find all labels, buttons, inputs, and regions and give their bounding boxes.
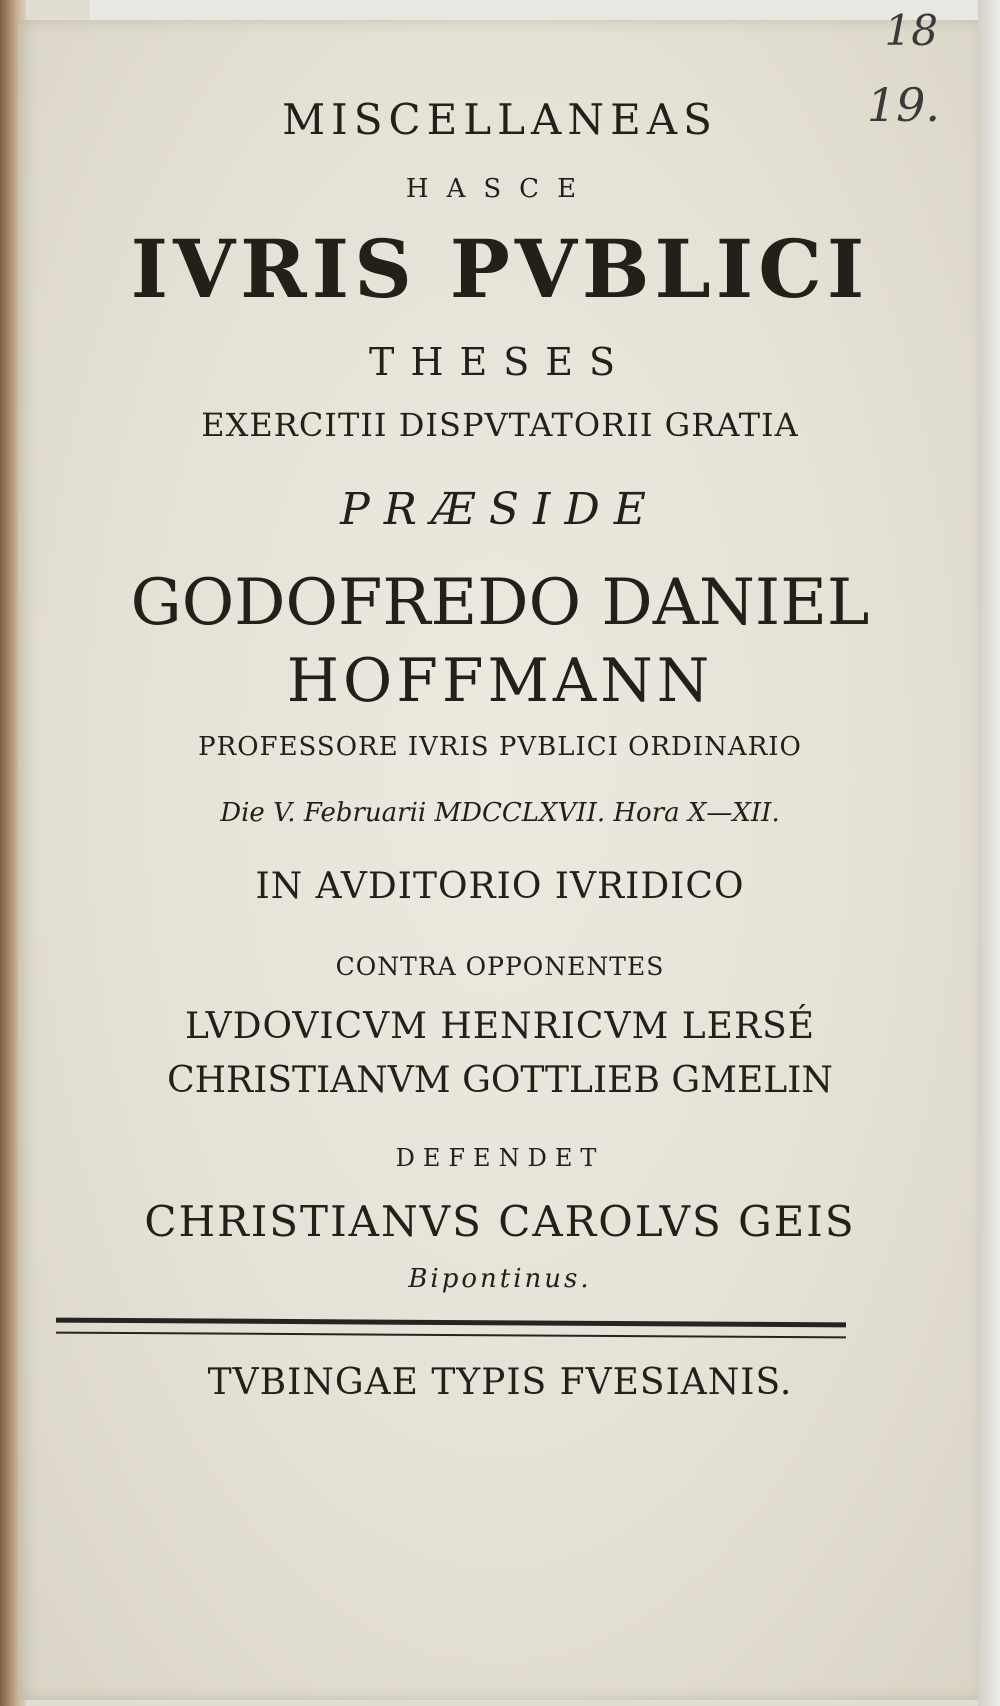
title-line-miscellaneas: MISCELLANEAS xyxy=(282,95,718,144)
title-line-praeside: PRÆSIDE xyxy=(340,484,660,535)
praeses-title: PROFESSORE IVRIS PVBLICI ORDINARIO xyxy=(198,732,802,762)
praeses-name-line2: HOFFMANN xyxy=(286,646,714,716)
opponent-1: LVDOVICVM HENRICVM LERSÉ xyxy=(184,1006,816,1047)
opponents-heading: CONTRA OPPONENTES xyxy=(335,952,665,981)
title-line-theses: THESES xyxy=(368,340,632,384)
respondent-origin: Bipontinus. xyxy=(408,1264,592,1294)
praeses-name-line1: GODOFREDO DANIEL xyxy=(130,566,870,640)
opponent-2: CHRISTIANVM GOTTLIEB GMELIN xyxy=(167,1060,833,1101)
title-line-ivris-pvblici: IVRIS PVBLICI xyxy=(130,222,870,316)
respondent-name: CHRISTIANVS CAROLVS GEIS xyxy=(144,1197,856,1246)
title-line-hasce: HASCE xyxy=(405,174,595,204)
handwritten-top-number: 18 xyxy=(884,6,938,55)
handwritten-number: 19. xyxy=(866,78,940,132)
disputation-location: IN AVDITORIO IVRIDICO xyxy=(255,866,745,907)
defendet-heading: DEFENDET xyxy=(395,1144,605,1172)
title-line-exercitii: EXERCITII DISPVTATORII GRATIA xyxy=(201,406,799,444)
imprint-line: TVBINGAE TYPIS FVESIANIS. xyxy=(207,1362,793,1403)
disputation-date: Die V. Februarii MDCCLXVII. Hora X—XII. xyxy=(220,798,780,828)
